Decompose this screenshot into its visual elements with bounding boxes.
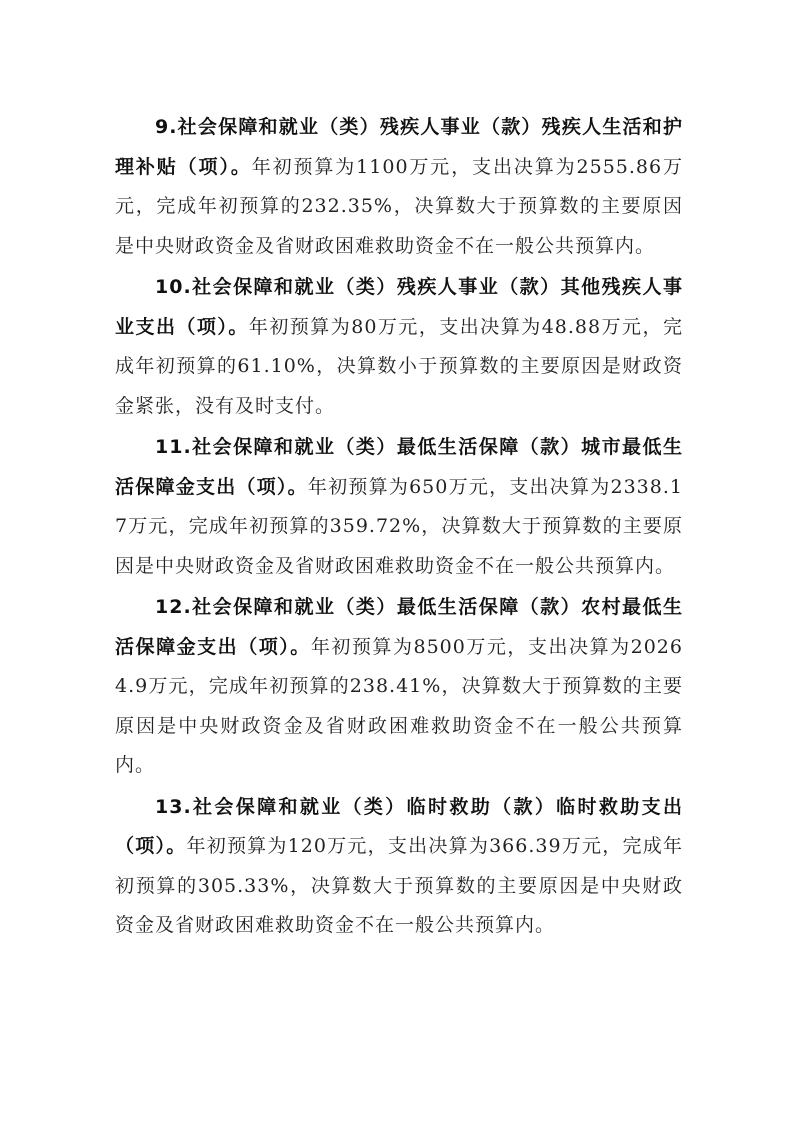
paragraph-body: 年初预算为80万元，支出决算为48.88万元，完成年初预算的61.10%，决算数小于预算数的主要原因是财政资金紧张，没有及时支付。: [115, 315, 683, 417]
paragraph-heading: 13.社会保障和就业（类）临时救助（款）临时救助支出（项）。: [115, 795, 683, 857]
paragraph-body: 年初预算为1100万元，支出决算为2555.86万元，完成年初预算的232.35%，决算数大于预算数的主要原因是中央财政资金及省财政困难救助资金不在一般公共预算内。: [115, 155, 683, 257]
paragraph-item-11: [115, 428, 683, 586]
paragraph-body: 年初预算为650万元，支出决算为2338.17万元，完成年初预算的359.72%，决算数大于预算数的主要原因是中央财政资金及省财政困难救助资金不在一般公共预算内。: [115, 475, 683, 577]
document-content: [115, 108, 683, 948]
paragraph-body: 年初预算为120万元，支出决算为366.39万元，完成年初预算的305.33%，决算数大于预算数的主要原因是中央财政资金及省财政困难救助资金不在一般公共预算内。: [115, 835, 683, 936]
paragraph-item-13: [115, 788, 683, 946]
paragraph-heading: 11.社会保障和就业（类）最低生活保障（款）城市最低生活保障金支出（项）。: [115, 436, 683, 498]
paragraph-item-9: [115, 108, 683, 266]
paragraph-body: 年初预算为8500万元，支出决算为20264.9万元，完成年初预算的238.41%，决算数大于预算数的主要原因是中央财政资金及省财政困难救助资金不在一般公共预算内。: [115, 635, 683, 776]
paragraph-heading: 12.社会保障和就业（类）最低生活保障（款）农村最低生活保障金支出（项）。: [115, 596, 683, 658]
paragraph-item-10: [115, 268, 683, 426]
paragraph-heading: 9.社会保障和就业（类）残疾人事业（款）残疾人生活和护理补贴（项）。: [115, 116, 683, 178]
paragraph-heading: 10.社会保障和就业（类）残疾人事业（款）其他残疾人事业支出（项）。: [115, 276, 683, 338]
paragraph-item-12: [115, 588, 683, 786]
